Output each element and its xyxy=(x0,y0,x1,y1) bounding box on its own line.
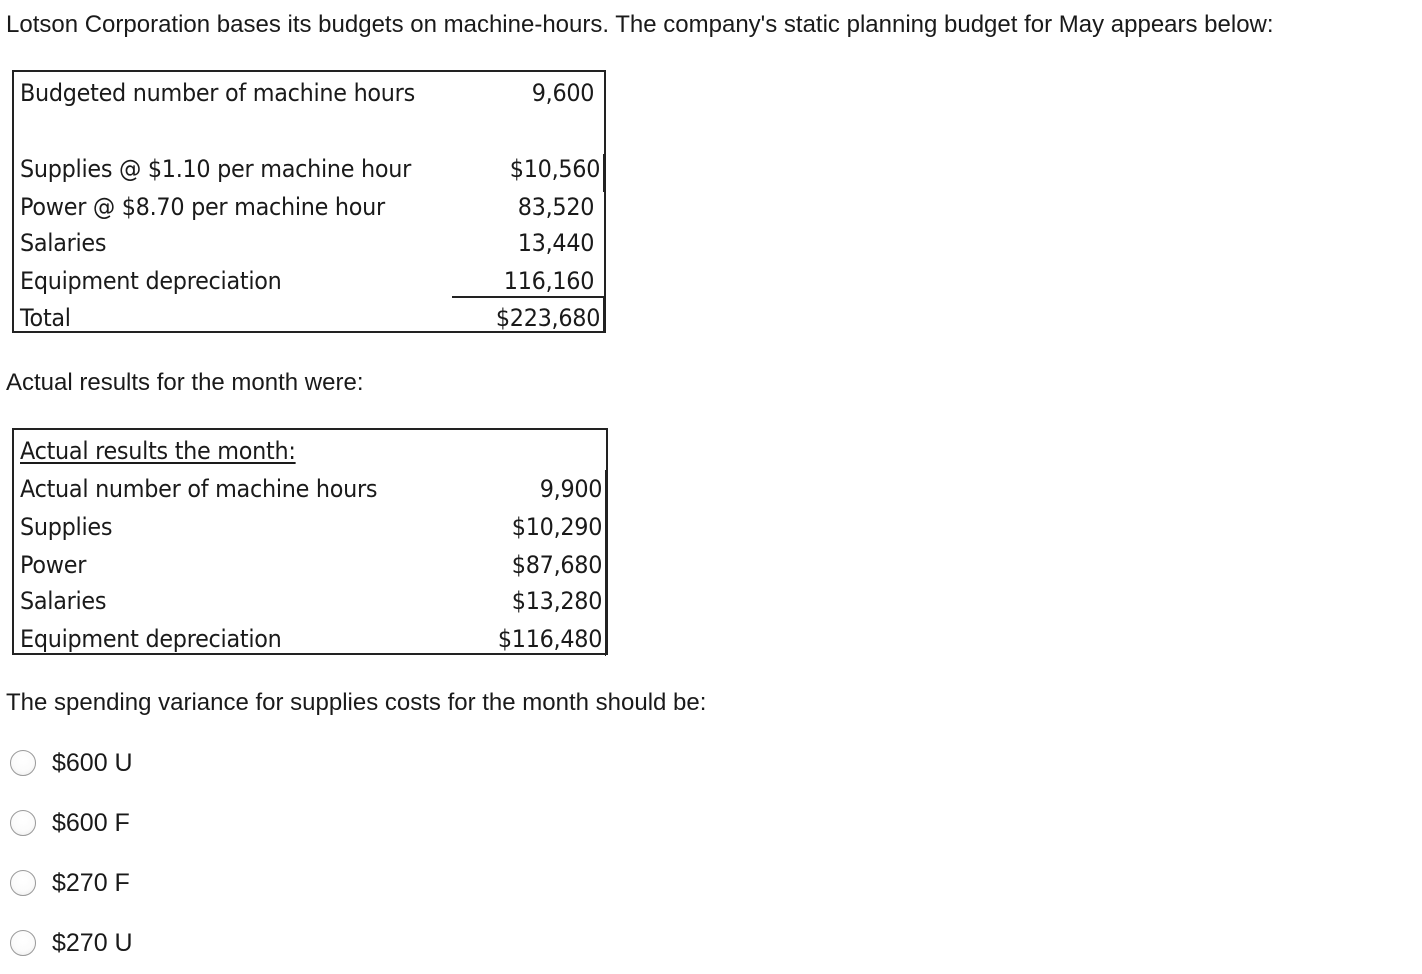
actual-row-label: Equipment depreciation xyxy=(20,625,282,653)
radio-button[interactable] xyxy=(10,870,36,896)
actual-row-value: $13,280 xyxy=(511,587,602,615)
intro-text: Lotson Corporation bases its budgets on machine-hours. The company's static planning budget for May appears below: xyxy=(6,11,1274,38)
answer-option-2[interactable] xyxy=(10,808,130,838)
actual-row-label: Salaries xyxy=(20,587,107,615)
budget-row-value: 116,160 xyxy=(503,267,594,295)
budget-row-label: Supplies @ $1.10 per machine hour xyxy=(20,155,412,183)
answer-label: $600 U xyxy=(52,749,133,777)
actual-row-label: Actual number of machine hours xyxy=(20,475,378,503)
budget-hours-value: 9,600 xyxy=(531,79,594,107)
actual-row-label: Supplies xyxy=(20,513,113,541)
actual-intro-text: Actual results for the month were: xyxy=(6,369,364,396)
cell-border xyxy=(603,154,604,192)
subtotal-rule xyxy=(452,296,606,298)
actual-row-value: 9,900 xyxy=(539,475,602,503)
actual-row-label: Power xyxy=(20,551,87,579)
actual-row-value: $116,480 xyxy=(497,625,602,653)
budget-total-value: $223,680 xyxy=(495,304,600,332)
radio-button[interactable] xyxy=(10,930,36,956)
budget-row-label: Power @ $8.70 per machine hour xyxy=(20,193,385,221)
answer-option-1[interactable] xyxy=(10,748,133,778)
question-text: The spending variance for supplies costs for the month should be: xyxy=(6,689,707,716)
actual-row-value: $87,680 xyxy=(511,551,602,579)
budget-table xyxy=(12,70,606,333)
answer-option-4[interactable] xyxy=(10,928,133,958)
radio-button[interactable] xyxy=(10,750,36,776)
budget-total-label: Total xyxy=(20,304,71,332)
actual-results-table xyxy=(12,428,608,655)
budget-row-label: Equipment depreciation xyxy=(20,267,282,295)
cell-border xyxy=(603,296,604,333)
actual-row-value: $10,290 xyxy=(511,513,602,541)
budget-row-value: $10,560 xyxy=(509,155,600,183)
actual-heading: Actual results the month: xyxy=(20,437,296,465)
cell-border xyxy=(605,470,606,656)
budget-row-label: Salaries xyxy=(20,229,107,257)
budget-row-value: 13,440 xyxy=(517,229,594,257)
budget-row-value: 83,520 xyxy=(517,193,594,221)
budget-hours-label: Budgeted number of machine hours xyxy=(20,79,415,107)
answer-label: $270 U xyxy=(52,929,133,957)
answer-label: $600 F xyxy=(52,809,130,837)
answer-label: $270 F xyxy=(52,869,130,897)
answer-option-3[interactable] xyxy=(10,868,130,898)
radio-button[interactable] xyxy=(10,810,36,836)
